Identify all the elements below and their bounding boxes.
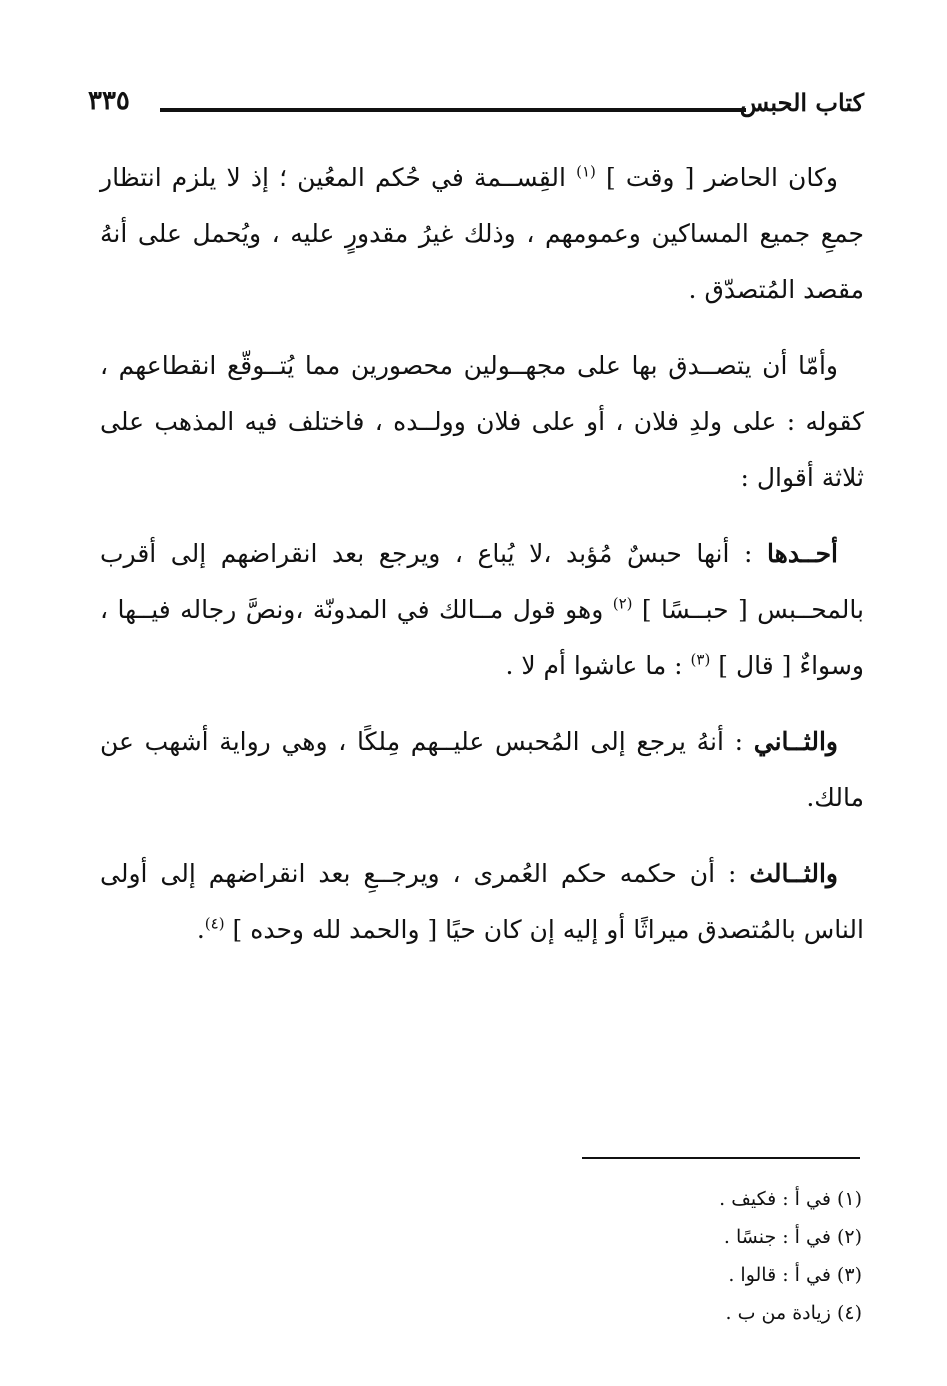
footnote: (٢) في أ : جنسًا . xyxy=(723,1226,862,1248)
paragraph xyxy=(100,846,864,958)
paragraph xyxy=(100,526,864,694)
paragraph-text: القِســمة في حُكم المعُين ؛ إذ لا يلزم انتظار جمعِ جميع المساكين وعمومهم ، وذلك غيرُ مقدورٍ عليه ، ويُحمل على أنهُ مقصد المُتصدّق . xyxy=(100,163,864,304)
paragraph xyxy=(100,338,864,506)
footnotes xyxy=(500,1180,862,1332)
footnote: (٣) في أ : قالوا . xyxy=(728,1264,862,1286)
running-header xyxy=(88,86,864,126)
paragraph xyxy=(100,150,864,318)
paragraph-text: : أنهُ يرجع إلى المُحبس عليــهم مِلكًا ، وهي رواية أشهب عن مالك. xyxy=(100,727,864,812)
footnote: (٤) زيادة من ب . xyxy=(725,1302,862,1324)
footnote-marker: (٤) xyxy=(204,914,225,933)
chapter-title: كتاب الحبس xyxy=(739,88,864,117)
footnote-marker: (٢) xyxy=(612,594,633,613)
main-text xyxy=(100,150,864,978)
paragraph-text: وأمّا أن يتصــدق بها على مجهــولين محصورين مما يُتــوقّع انقطاعهم ، كقوله : على ولدِ فلان ، أو على فلان وولــده ، فاختلف فيه المذهب على ثلاثة أقوال : xyxy=(100,351,864,492)
page-number: ٣٣٥ xyxy=(88,86,130,116)
footnote-marker: (٣) xyxy=(690,650,711,669)
paragraph-heading: أحــدها xyxy=(767,539,838,568)
paragraph-text: وهو قول مــالك في المدونّة ،ونصَّ رجاله فيــها ، وسواءٌ [ قال ] xyxy=(100,595,864,680)
footnote-marker: (١) xyxy=(576,162,596,181)
header-rule xyxy=(160,108,746,112)
paragraph-heading: والثــالث xyxy=(749,859,838,888)
footnote-separator xyxy=(582,1157,860,1159)
paragraph-text: . xyxy=(196,915,205,944)
paragraph-text: وكان الحاضر [ وقت ] xyxy=(595,163,838,192)
paragraph-heading: والثــاني xyxy=(753,727,838,756)
paragraph-text: : أنها حبسٌ مُؤبد ،لا يُباع ، ويرجع بعد انقراضهم إلى أقرب بالمحــبس [ حبــسًا ] xyxy=(100,539,865,624)
paragraph-text: : ما عاشوا أم لا . xyxy=(505,651,691,680)
paragraph-text: : أن حكمه حكم العُمرى ، ويرجــعِ بعد انقراضهم إلى أولى الناس بالمُتصدق ميراثًا أو إليه إن كان حيًا [ والحمد لله وحده ] xyxy=(100,859,864,944)
footnote: (١) في أ : فكيف . xyxy=(719,1188,862,1210)
paragraph xyxy=(100,714,864,826)
